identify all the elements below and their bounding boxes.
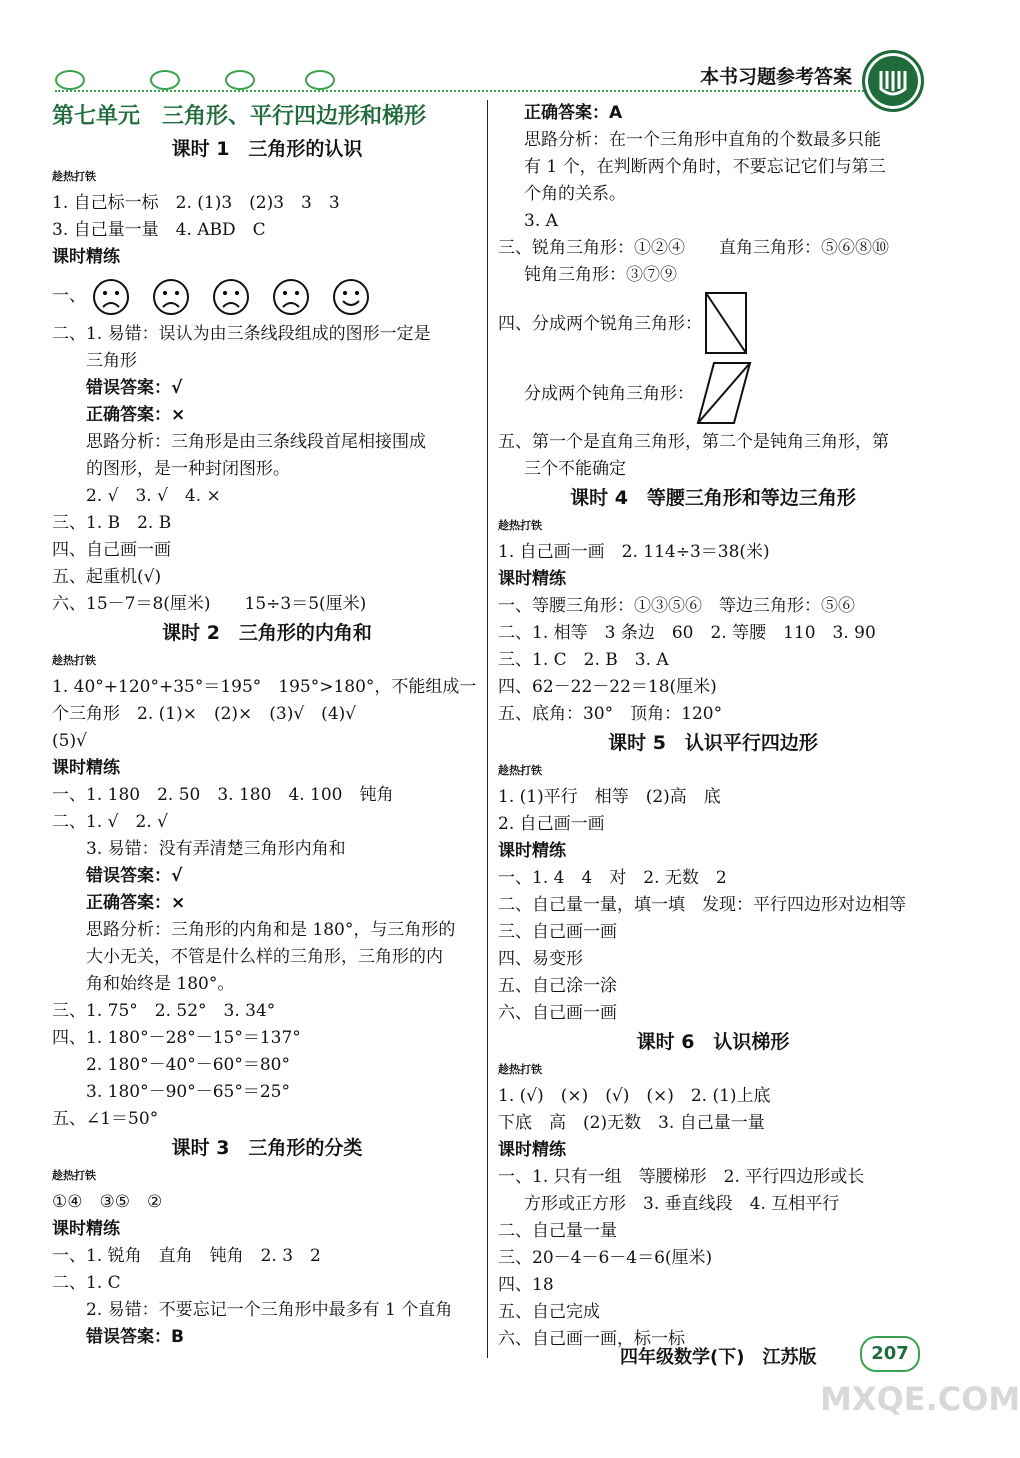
answer-line: (5)√: [52, 731, 87, 751]
rectangle-diagonal-diagram: [702, 291, 752, 357]
answer-line: 钝角三角形：③⑦⑨: [524, 265, 677, 285]
split-obtuse-row: [498, 359, 928, 429]
page-number: 207: [860, 1336, 920, 1372]
wrong-answer: 错误答案：B: [86, 1327, 184, 1347]
answer-line: 四、62－22－22＝18(厘米): [498, 677, 717, 697]
answer-line: 一、1. 180 2. 50 3. 180 4. 100 钝角: [52, 785, 394, 805]
answer-line: 下底 高 (2)无数 3. 自己量一量: [498, 1113, 765, 1133]
answer-line: 五、起重机(√): [52, 567, 162, 587]
answer-line: 二、1. √ 2. √: [52, 812, 168, 832]
answer-line: 二、自己量一量: [498, 1221, 617, 1241]
answer-line: 五、∠1＝50°: [52, 1109, 159, 1129]
answer-line: 二、1. C: [52, 1273, 121, 1293]
answer-line: 二、自己量一量，填一填 发现：平行四边形对边相等: [498, 895, 906, 915]
analysis-text: 思路分析：三角形是由三条线段首尾相接围成: [86, 432, 426, 452]
answer-line: 六、自己画一画，标一标: [498, 1329, 685, 1349]
answer-line: 1. 40°+120°+35°＝195° 195°>180°，不能组成一: [52, 677, 477, 697]
practice-heading: 课时精练: [52, 758, 120, 778]
answer-line: 二、1. 相等 3 条边 60 2. 等腰 110 3. 90: [498, 623, 876, 643]
answer-line: 一、1. 4 4 对 2. 无数 2: [498, 868, 727, 888]
practice-heading: 课时精练: [498, 569, 566, 589]
parallelogram-diagonal-diagram: [694, 361, 754, 427]
sad-face-icon: [211, 277, 251, 317]
answer-line: 一、1. 锐角 直角 钝角 2. 3 2: [52, 1246, 321, 1266]
practice-heading: 课时精练: [52, 247, 120, 267]
correct-answer: 正确答案：A: [524, 103, 623, 123]
warmup-heading: 趁热打铁: [498, 519, 542, 532]
practice-heading: 课时精练: [498, 841, 566, 861]
sad-face-icon: [151, 277, 191, 317]
decorative-swirl: [305, 70, 335, 90]
answer-line: 方形或正方形 3. 垂直线段 4. 互相平行: [524, 1194, 840, 1214]
answer-line: 1. 自己画一画 2. 114÷3＝38(米): [498, 542, 770, 562]
answer-line: 三个不能确定: [524, 459, 626, 479]
answer-line: 四、分成两个锐角三角形：: [498, 313, 702, 334]
answer-line: 三、20－4－6－4＝6(厘米): [498, 1248, 713, 1268]
answer-line: 四、自己画一画: [52, 540, 171, 560]
lesson-1-title: 课时 1 三角形的认识: [171, 138, 363, 160]
analysis-text: 的图形，是一种封闭图形。: [86, 459, 290, 479]
decorative-swirl: [150, 70, 180, 90]
smile-face-icon: [331, 277, 371, 317]
warmup-heading: 趁热打铁: [52, 170, 96, 183]
warmup-heading: 趁热打铁: [498, 764, 542, 777]
answer-line: 3. 180°－90°－65°＝25°: [86, 1082, 290, 1102]
lesson-3-title: 课时 3 三角形的分类: [171, 1137, 363, 1159]
header-dotted-line: [55, 90, 875, 94]
answer-line: 四、易变形: [498, 949, 583, 969]
answer-line: 1. (1)平行 相等 (2)高 底: [498, 787, 721, 807]
footer-book-title: 四年级数学(下) 江苏版: [620, 1347, 817, 1368]
answer-line: 三、1. B 2. B: [52, 513, 172, 533]
analysis-text: 有 1 个，在判断两个角时，不要忘记它们与第三: [524, 157, 886, 177]
lesson-5-title: 课时 5 认识平行四边形: [608, 732, 818, 754]
answer-line: 六、15－7＝8(厘米) 15÷3＝5(厘米): [52, 594, 367, 614]
watermark: MXQE.COM: [820, 1380, 1020, 1418]
answer-line: 六、自己画一画: [498, 1003, 617, 1023]
correct-answer: 正确答案：×: [86, 405, 186, 425]
answer-line: 一、1. 只有一组 等腰梯形 2. 平行四边形或长: [498, 1167, 865, 1187]
answer-line: 五、自己完成: [498, 1302, 600, 1322]
wrong-answer: 错误答案：√: [86, 866, 183, 886]
decorative-swirl: [225, 70, 255, 90]
analysis-text: 角和始终是 180°。: [86, 974, 235, 994]
right-column: [498, 100, 928, 1353]
wrong-answer: 错误答案：√: [86, 378, 183, 398]
answer-line: 二、1. 易错：误认为由三条线段组成的图形一定是: [52, 324, 431, 344]
correct-answer: 正确答案：×: [86, 893, 186, 913]
answer-line: 五、底角：30° 顶角：120°: [498, 704, 723, 724]
sad-face-icon: [91, 277, 131, 317]
answer-line: 三、自己画一画: [498, 922, 617, 942]
warmup-heading: 趁热打铁: [52, 654, 96, 667]
answer-line: 2. 180°－40°－60°＝80°: [86, 1055, 290, 1075]
unit-title: 第七单元 三角形、平行四边形和梯形: [52, 104, 427, 129]
warmup-heading: 趁热打铁: [498, 1063, 542, 1076]
answer-line: 2. √ 3. √ 4. ×: [86, 486, 221, 506]
answer-line: 2. 易错：不要忘记一个三角形中最多有 1 个直角: [86, 1300, 453, 1320]
practice-heading: 课时精练: [52, 1219, 120, 1239]
column-divider: [487, 100, 488, 1358]
faces-row: [52, 271, 482, 321]
answer-line: 三、1. C 2. B 3. A: [498, 650, 669, 670]
answer-line: 3. 自己量一量 4. ABD C: [52, 220, 266, 240]
lesson-4-title: 课时 4 等腰三角形和等边三角形: [570, 487, 856, 509]
answer-label: 一、: [52, 286, 86, 306]
decorative-swirl: [55, 70, 85, 90]
answer-line: 五、第一个是直角三角形，第二个是钝角三角形，第: [498, 432, 889, 452]
warmup-heading: 趁热打铁: [52, 1169, 96, 1182]
answer-line: 四、18: [498, 1275, 554, 1295]
split-acute-row: [498, 289, 928, 359]
answer-line: 1. 自己标一标 2. (1)3 (2)3 3 3: [52, 193, 340, 213]
analysis-text: 思路分析：在一个三角形中直角的个数最多只能: [524, 130, 881, 150]
lesson-2-title: 课时 2 三角形的内角和: [162, 622, 372, 644]
answer-line: 3. A: [524, 211, 558, 231]
answer-line: ①④ ③⑤ ②: [52, 1192, 163, 1212]
sad-face-icon: [271, 277, 311, 317]
answer-line: 2. 自己画一画: [498, 814, 605, 834]
analysis-text: 个角的关系。: [524, 184, 626, 204]
answer-line: 三、1. 75° 2. 52° 3. 34°: [52, 1001, 276, 1021]
answer-line: 1. (√) (×) (√) (×) 2. (1)上底: [498, 1086, 771, 1106]
answer-line: 三角形: [86, 351, 137, 371]
lesson-6-title: 课时 6 认识梯形: [636, 1031, 790, 1053]
answer-line: 分成两个钝角三角形：: [524, 383, 694, 404]
analysis-text: 思路分析：三角形的内角和是 180°，与三角形的: [86, 920, 456, 940]
header-title: 本书习题参考答案: [700, 66, 853, 88]
practice-heading: 课时精练: [498, 1140, 566, 1160]
answer-line: 四、1. 180°－28°－15°＝137°: [52, 1028, 301, 1048]
answer-line: 3. 易错：没有弄清楚三角形内角和: [86, 839, 346, 859]
left-column: [52, 100, 482, 1351]
answer-line: 三、锐角三角形：①②④ 直角三角形：⑤⑥⑧⑩: [498, 238, 889, 258]
answer-line: 个三角形 2. (1)× (2)× (3)√ (4)√: [52, 704, 357, 724]
analysis-text: 大小无关，不管是什么样的三角形，三角形的内: [86, 947, 443, 967]
answer-line: 五、自己涂一涂: [498, 976, 617, 996]
page-header: [0, 0, 1000, 110]
answer-line: 一、等腰三角形：①③⑤⑥ 等边三角形：⑤⑥: [498, 596, 855, 616]
